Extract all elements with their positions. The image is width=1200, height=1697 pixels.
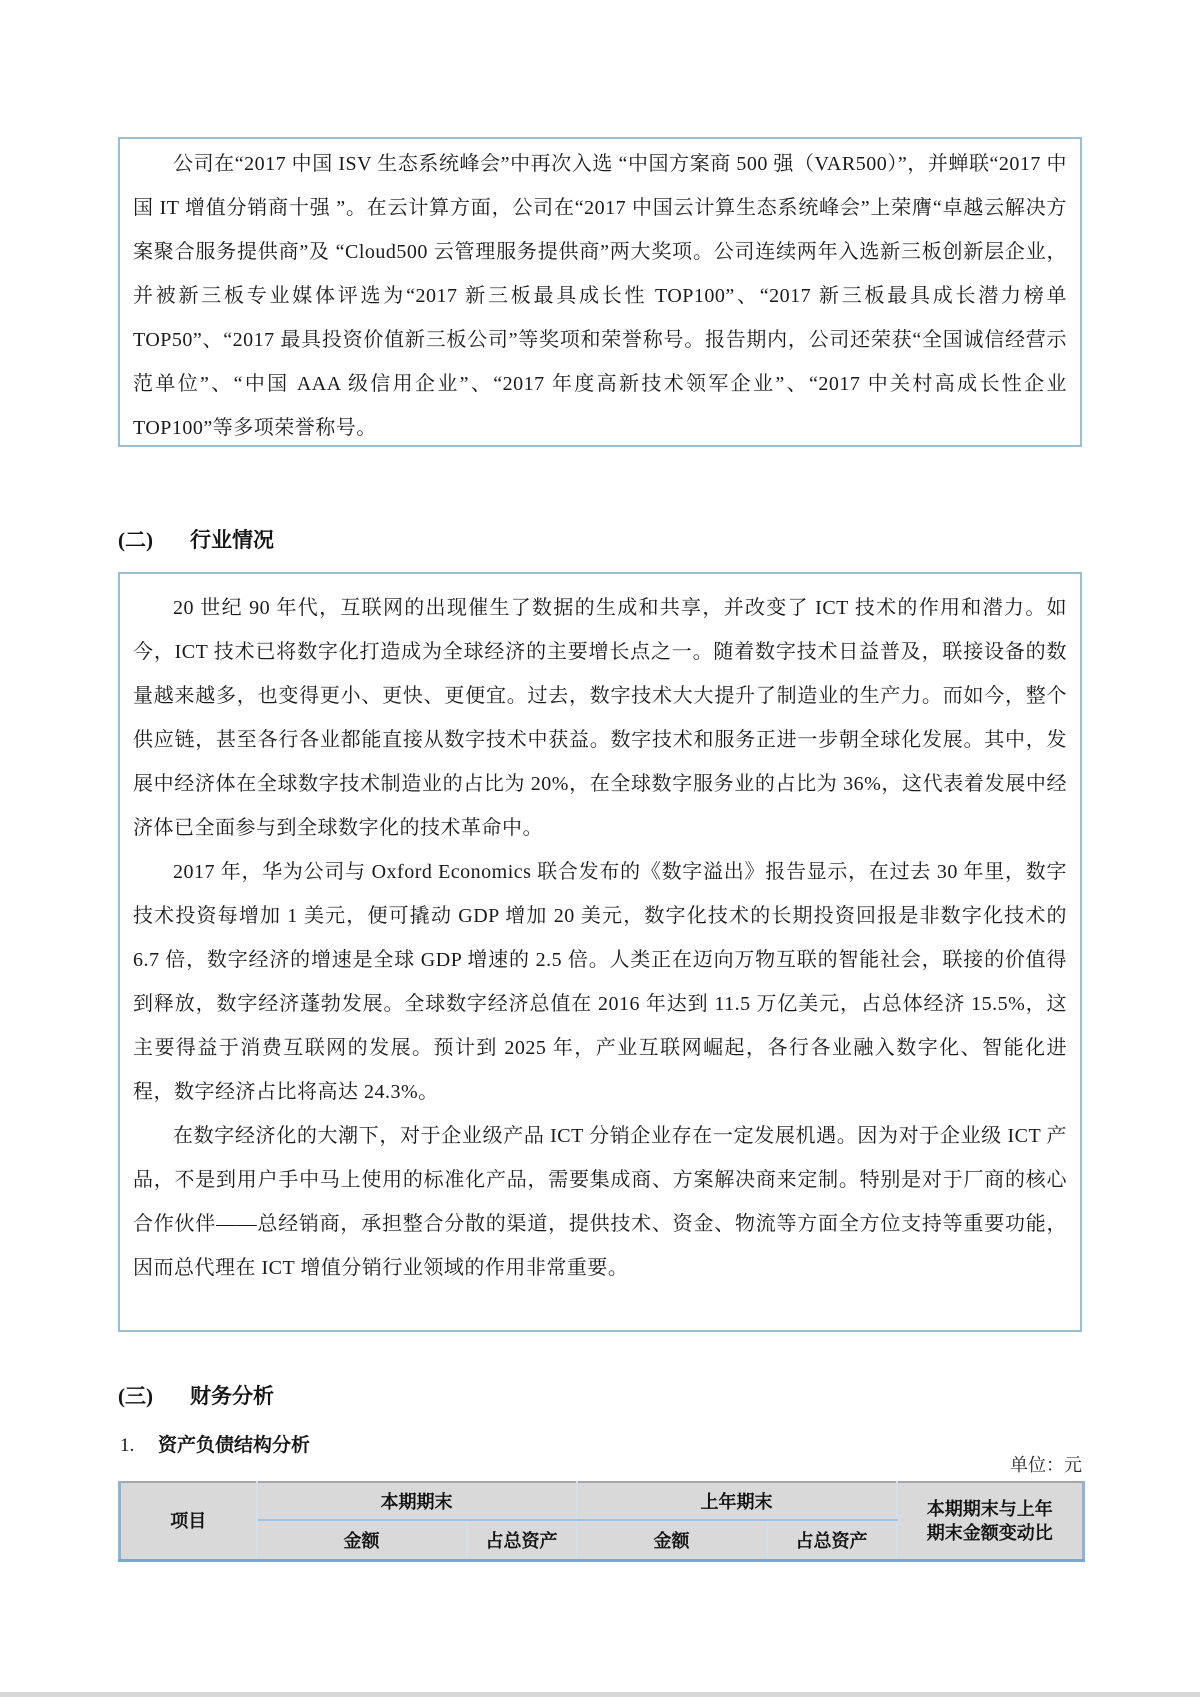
balance-structure-table xyxy=(118,1481,1085,1562)
industry-paragraph-2: 2017 年，华为公司与 Oxford Economics 联合发布的《数字溢出》报告显示，在过去 30 年里，数字技术投资每增加 1 美元，便可撬动 GDP 增加 20 美元，数字化技术的长期投资回报是非数字化技术的 6.7 倍，数字经济的增速是全球 GDP 增速的 2.5 倍。人类正在迈向万物互联的智能社会，联接的价值得到释放，数字经济蓬勃发展。全球数字经济总值在 2016 年达到 11.5 万亿美元，占总体经济 15.5%，这主要得益于消费互联网的发展。预计到 2025 年，产业互联网崛起，各行各业融入数字化、智能化进程，数字经济占比将高达 24.3%。 xyxy=(133,861,1067,1103)
page-bottom-edge xyxy=(0,1692,1200,1697)
table-header-change-ratio xyxy=(897,1482,1084,1561)
table-header-prior-amount: 金额 xyxy=(577,1520,767,1561)
subsection-title: 资产负债结构分析 xyxy=(158,1435,311,1456)
award-highlight-box xyxy=(118,137,1082,447)
table-header-current-pct: 占总资产 xyxy=(467,1520,577,1561)
subsection-number: 1. xyxy=(120,1435,135,1456)
industry-text-box xyxy=(118,572,1082,1332)
section-title-finance: 财务分析 xyxy=(190,1384,274,1408)
table-header-change-line1: 本期期末与上年 xyxy=(926,1498,1053,1519)
table-header-current-period: 本期期末 xyxy=(257,1482,577,1520)
section-heading-industry xyxy=(118,524,1082,554)
unit-note: 单位：元 xyxy=(1010,1455,1082,1475)
award-paragraph: 公司在“2017 中国 ISV 生态系统峰会”中再次入选 “中国方案商 500 强（VAR500）”，并蝉联“2017 中国 IT 增值分销商十强 ”。在云计算方面，公司在“2017 中国云计算生态系统峰会”上荣膺“卓越云解决方案聚合服务提供商”及 “Cloud500 云管理服务提供商”两大奖项。公司连续两年入选新三板创新层企业，并被新三板专业媒体评选为“2017 新三板最具成长性 TOP100”、“2017 新三板最具成长潜力榜单 TOP50”、“2017 最具投资价值新三板公司”等奖项和荣誉称号。报告期内，公司还荣获“全国诚信经营示范单位”、“中国 AAA 级信用企业”、“2017 年度高新技术领军企业”、“2017 中关村高成长性企业 TOP100”等多项荣誉称号。 xyxy=(133,153,1067,439)
table-header-current-amount: 金额 xyxy=(257,1520,467,1561)
industry-paragraph-1: 20 世纪 90 年代，互联网的出现催生了数据的生成和共享，并改变了 ICT 技术的作用和潜力。如今，ICT 技术已将数字化打造成为全球经济的主要增长点之一。随着数字技术日益普及，联接设备的数量越来越多，也变得更小、更快、更便宜。过去，数字技术大大提升了制造业的生产力。而如今，整个供应链，甚至各行各业都能直接从数字技术中获益。数字技术和服务正进一步朝全球化发展。其中，发展中经济体在全球数字技术制造业的占比为 20%，在全球数字服务业的占比为 36%，这代表着发展中经济体已全面参与到全球数字化的技术革命中。 xyxy=(133,597,1067,839)
section-number-finance: (三) xyxy=(118,1384,153,1408)
industry-paragraph-3: 在数字经济化的大潮下，对于企业级产品 ICT 分销企业存在一定发展机遇。因为对于企业级 ICT 产品，不是到用户手中马上使用的标准化产品，需要集成商、方案解决商来定制。特别是对于厂商的核心合作伙伴——总经销商，承担整合分散的渠道，提供技术、资金、物流等方面全方位支持等重要功能，因而总代理在 ICT 增值分销行业领域的作用非常重要。 xyxy=(133,1125,1067,1279)
table-header-change-line2: 期末金额变动比 xyxy=(926,1523,1053,1543)
section-number-industry: (二) xyxy=(118,528,153,552)
section-title-industry: 行业情况 xyxy=(190,528,274,552)
table-header-item: 项目 xyxy=(120,1482,257,1561)
table-header-prior-period: 上年期末 xyxy=(577,1482,897,1520)
section-heading-finance xyxy=(118,1380,1082,1410)
table-header-prior-pct: 占总资产 xyxy=(767,1520,897,1561)
